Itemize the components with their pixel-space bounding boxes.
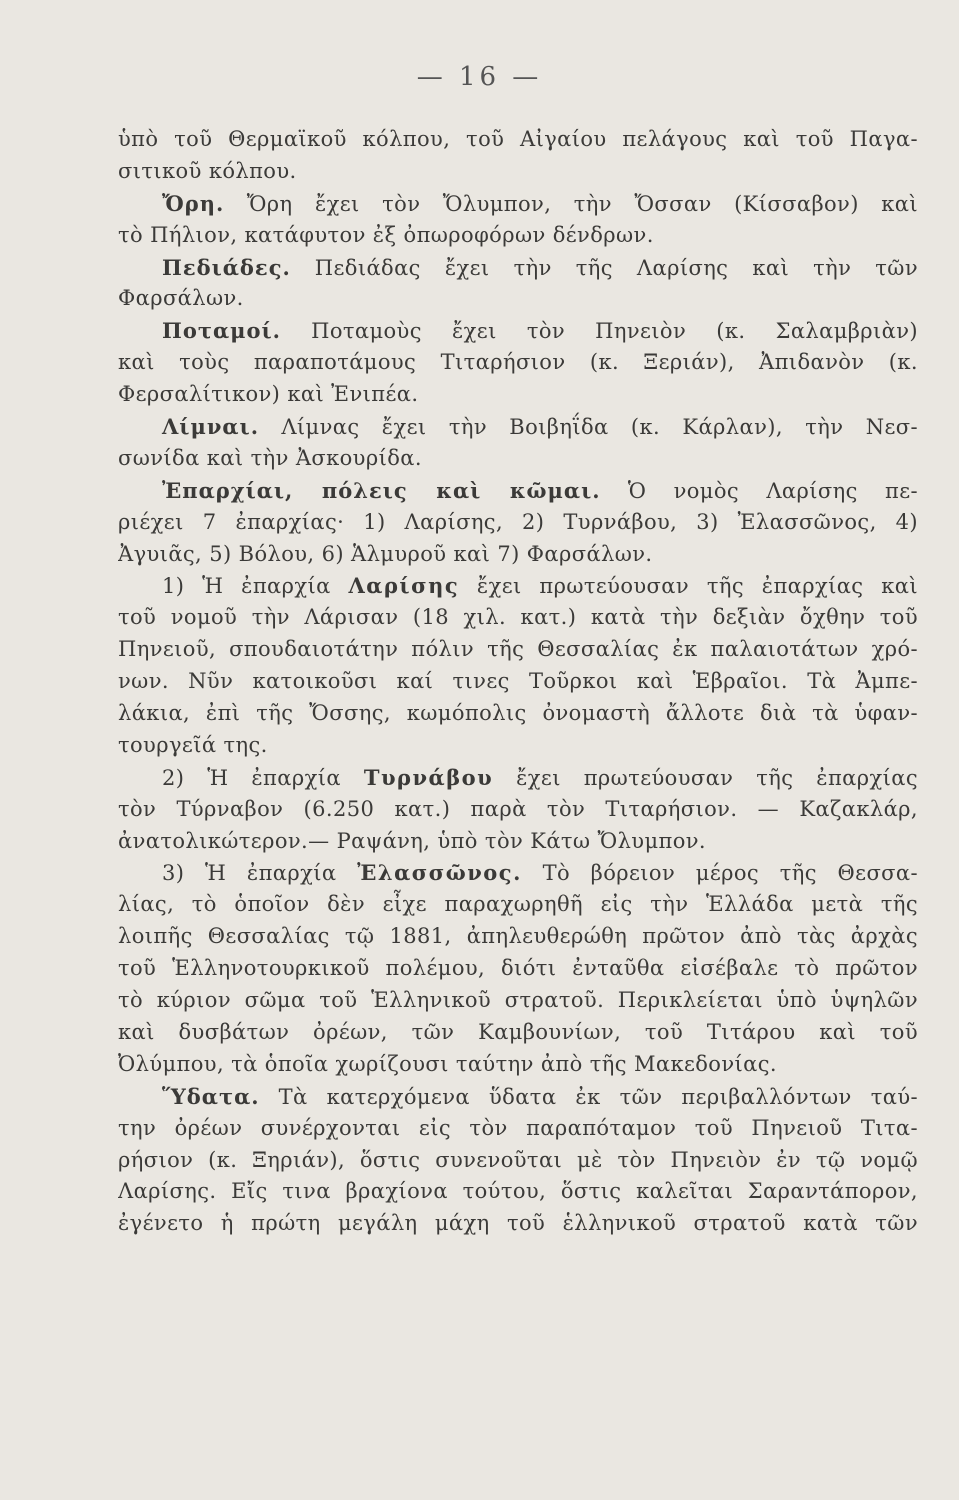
text-run: νων. Νῦν κατοικοῦσι καί τινες Τοῦρκοι καὶ Ἑβραῖοι. Τὰ Ἀμπε- xyxy=(118,669,918,694)
text-run: Πηνειοῦ, σπουδαιοτάτην πόλιν τῆς Θεσσαλίας ἐκ παλαιοτάτων χρό- xyxy=(118,637,918,662)
text-line xyxy=(118,762,918,794)
text-run: ἔχει πρωτεύουσαν τῆς ἐπαρχίας xyxy=(493,765,918,790)
text-line xyxy=(118,1208,918,1240)
text-run: λοιπῆς Θεσσαλίας τῷ 1881, ἀπηλευθερώθη πρῶτον ἀπὸ τὰς ἀρχὰς xyxy=(118,924,918,949)
text-run: ἀνατολικώτερον.— Ραψάνη, ὑπὸ τὸν Κάτω Ὄλυμπον. xyxy=(118,828,707,853)
text-run: Φερσαλίτικον) καὶ Ἐνιπέα. xyxy=(118,382,419,407)
text-run: ἐγένετο ἡ πρώτη μεγάλη μάχη τοῦ ἑλληνικοῦ στρατοῦ κατὰ τῶν xyxy=(118,1211,918,1236)
text-run: τὸ κύριον σῶμα τοῦ Ἑλληνικοῦ στρατοῦ. Περικλείεται ὑπὸ ὑψηλῶν xyxy=(118,988,918,1013)
text-line xyxy=(118,1017,918,1049)
section-heading: Ὄρη. xyxy=(162,190,225,216)
section-heading: Τυρνάβου xyxy=(363,764,494,790)
text-run: Ποταμοὺς ἔχει τὸν Πηνειὸν (κ. Σαλαμβριὰν) xyxy=(280,319,918,344)
text-line xyxy=(118,1081,918,1113)
text-run: την ὀρέων συνέρχονται εἰς τὸν παραπόταμον τοῦ Πηνειοῦ Τιτα- xyxy=(118,1115,918,1140)
text-run: Ὁ νομὸς Λαρίσης πε- xyxy=(600,478,918,503)
text-run: Τὰ κατερχόμενα ὕδατα ἐκ τῶν περιβαλλόντων ταύ- xyxy=(259,1084,918,1109)
text-line xyxy=(118,124,918,156)
text-run: ὑπὸ τοῦ Θερμαϊκοῦ κόλπου, τοῦ Αἰγαίου πελάγους καὶ τοῦ Παγα- xyxy=(118,127,918,151)
text-run: Λαρίσης. Εἴς τινα βραχίονα τούτου, ὅστις καλεῖται Σαραντάπορον, xyxy=(118,1179,918,1204)
body-text xyxy=(118,124,918,1240)
text-line xyxy=(118,602,918,634)
section-heading: Ἐπαρχίαι, πόλεις καὶ κῶμαι. xyxy=(162,477,601,503)
text-line xyxy=(118,1176,918,1208)
text-run: τουργεῖά της. xyxy=(118,732,268,757)
text-line xyxy=(118,953,918,985)
text-run: Ὄρη ἔχει τὸν Ὄλυμπον, τὴν Ὄσσαν (Κίσσαβον) καὶ xyxy=(224,191,918,216)
text-run: Ὀλύμπου, τὰ ὁποῖα χωρίζουσι ταύτην ἀπὸ τῆς Μακεδονίας. xyxy=(118,1051,777,1076)
text-line xyxy=(118,889,918,921)
text-line xyxy=(118,921,918,953)
text-line xyxy=(118,379,918,411)
text-line xyxy=(118,156,918,188)
page-number: — 16 — xyxy=(416,62,543,92)
text-line xyxy=(118,507,918,539)
section-heading: Λίμναι. xyxy=(162,414,260,440)
text-run: τοῦ νομοῦ τὴν Λάρισαν (18 χιλ. κατ.) κατὰ τὴν δεξιὰν ὄχθην τοῦ xyxy=(118,605,918,630)
text-line xyxy=(118,411,918,443)
text-run: 2) Ἡ ἐπαρχία xyxy=(162,765,364,790)
text-line xyxy=(118,539,918,571)
text-line xyxy=(118,220,918,252)
text-line xyxy=(118,1145,918,1177)
text-run: σωνίδα καὶ τὴν Ἀσκουρίδα. xyxy=(118,445,422,470)
section-heading: Ἐλασσῶνος. xyxy=(357,860,522,886)
section-heading: Ποταμοί. xyxy=(162,318,281,344)
text-line xyxy=(118,283,918,315)
text-line xyxy=(118,443,918,475)
text-run: Λίμνας ἔχει τὴν Βοιβηΐδα (κ. Κάρλαν), τὴν Νεσ- xyxy=(259,415,918,440)
text-line xyxy=(118,634,918,666)
section-heading: Λαρίσης xyxy=(348,573,460,599)
text-line xyxy=(118,315,918,347)
text-line xyxy=(118,857,918,889)
text-line xyxy=(118,570,918,602)
text-line xyxy=(118,666,918,698)
text-line xyxy=(118,698,918,730)
text-line xyxy=(118,1113,918,1145)
text-line xyxy=(118,188,918,220)
text-run: λίας, τὸ ὁποῖον δὲν εἶχε παραχωρηθῆ εἰς τὴν Ἑλλάδα μετὰ τῆς xyxy=(118,892,918,917)
text-run: Φαρσάλων. xyxy=(118,286,244,311)
text-run: ἔχει πρωτεύουσαν τῆς ἐπαρχίας καὶ xyxy=(459,574,918,599)
section-heading: Πεδιάδες. xyxy=(162,254,291,280)
text-run: Ἀγυιᾶς, 5) Βόλου, 6) Ἁλμυροῦ καὶ 7) Φαρσάλων. xyxy=(118,541,653,566)
text-run: 3) Ἡ ἐπαρχία xyxy=(162,861,358,886)
section-heading: Ὕδατα. xyxy=(162,1083,260,1109)
text-run: λάκια, ἐπὶ τῆς Ὄσσης, κωμόπολις ὀνομαστὴ ἄλλοτε διὰ τὰ ὑφαν- xyxy=(118,701,918,726)
text-run: Τὸ βόρειον μέρος τῆς Θεσσα- xyxy=(521,861,918,886)
text-line xyxy=(118,794,918,826)
text-line xyxy=(118,730,918,762)
text-run: καὶ τοὺς παραποτάμους Τιταρήσιον (κ. Ξεριάν), Ἀπιδανὸν (κ. xyxy=(118,350,918,375)
text-line xyxy=(118,826,918,858)
text-line xyxy=(118,252,918,284)
text-run: ριέχει 7 ἐπαρχίας· 1) Λαρίσης, 2) Τυρνάβου, 3) Ἐλασσῶνος, 4) xyxy=(118,509,918,534)
text-run: 1) Ἡ ἐπαρχία xyxy=(162,574,349,599)
text-line xyxy=(118,985,918,1017)
text-run: τοῦ Ἑλληνοτουρκικοῦ πολέμου, διότι ἐνταῦθα εἰσέβαλε τὸ πρῶτον xyxy=(118,956,918,981)
text-line xyxy=(118,1049,918,1081)
text-run: Πεδιάδας ἔχει τὴν τῆς Λαρίσης καὶ τὴν τῶν xyxy=(290,255,918,280)
text-run: σιτικοῦ κόλπου. xyxy=(118,158,297,183)
text-run: καὶ δυσβάτων ὀρέων, τῶν Καμβουνίων, τοῦ Τιτάρου καὶ τοῦ xyxy=(118,1019,918,1044)
text-run: τὸν Τύρναβον (6.250 κατ.) παρὰ τὸν Τιταρήσιον. — Καζακλάρ, xyxy=(118,796,918,821)
text-run: τὸ Πήλιον, κατάφυτον ἐξ ὀπωροφόρων δένδρων. xyxy=(118,222,654,247)
text-line xyxy=(118,475,918,507)
text-line xyxy=(118,347,918,379)
text-run: ρήσιον (κ. Ξηριάν), ὅστις συνενοῦται μὲ τὸν Πηνειὸν ἐν τῷ νομῷ xyxy=(118,1147,918,1172)
